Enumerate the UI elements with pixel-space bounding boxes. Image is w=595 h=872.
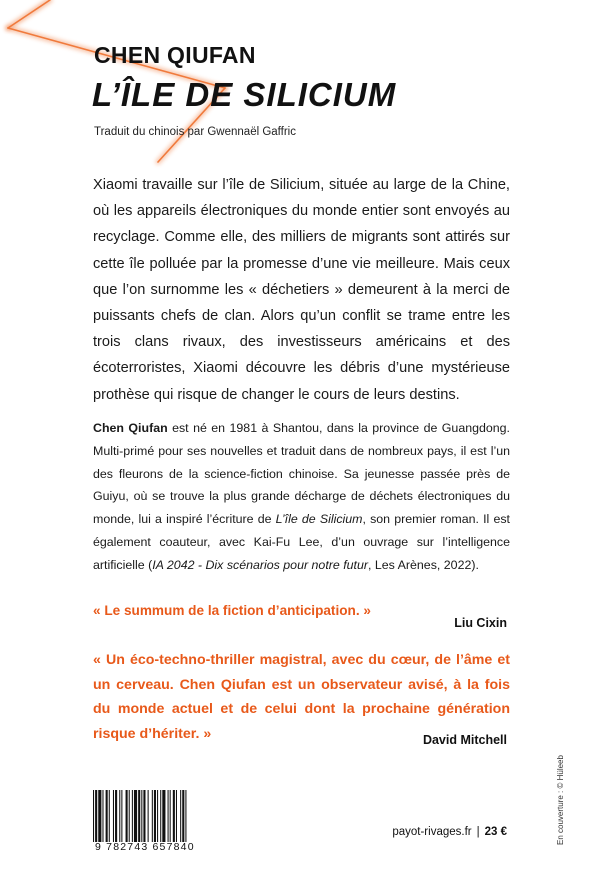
barcode-bar (115, 790, 117, 842)
barcode (93, 790, 221, 842)
barcode-bar (102, 790, 103, 842)
barcode-bar (185, 790, 186, 842)
barcode-bar (148, 790, 149, 842)
barcode-bar (106, 790, 108, 842)
barcode-bar (170, 790, 171, 842)
barcode-bar (154, 790, 156, 842)
publisher-price-line: payot-rivages.fr | 23 € (392, 826, 507, 838)
bio-text-2: , son premier roman. Il est également coauteur, avec Kai-Fu Lee, d’un ouvrage sur l’intelligence artificielle ( (93, 512, 510, 572)
barcode-bar (134, 790, 137, 842)
isbn-number: 9 782743 657840 (95, 841, 195, 853)
barcode-bar (152, 790, 153, 842)
synopsis-paragraph: Xiaomi travaille sur l’île de Silicium, située au large de la Chine, où les appareils électroniques du monde entier sont envoyés au recyclage. Comme elle, des milliers de migrants sont attirés sur cette île polluée par la promesse d’une vie meilleure. Mais ceux que l’on surnomme les « déchetiers » demeurent à la merci de puissants chefs de clan. Alors qu’un conflit se trame entre les trois clans rivaux, des investisseurs américains et des écoterroristes, Xiaomi découvre les débris d’une mystérieuse prothèse qui risque de changer le cours de leurs destins. (93, 177, 510, 403)
barcode-bar (176, 790, 177, 842)
translator-credit: Traduit du chinois par Gwennaël Gaffric (94, 126, 296, 138)
bio-book-title-2: IA 2042 - Dix scénarios pour notre futur (152, 557, 369, 572)
review-quote-2: « Un éco-techno-thriller magistral, avec du cœur, de l’âme et un cerveau. Chen Qiufan est un observateur avisé, à la fois du monde actuel et de celui dont la prochaine génération risque d’hériter. » (93, 652, 510, 742)
barcode-bar (121, 790, 122, 842)
barcode-bar (95, 790, 97, 842)
price: 23 € (484, 826, 507, 838)
barcode-bar (93, 790, 94, 842)
barcode-bar (157, 790, 158, 842)
barcode-bar (138, 790, 140, 842)
barcode-bar (168, 790, 169, 842)
barcode-bar (180, 790, 181, 842)
barcode-bar (113, 790, 114, 842)
bio-author-name: Chen Qiufan (93, 421, 168, 435)
barcode-bar (182, 790, 184, 842)
barcode-bar (162, 790, 165, 842)
barcode-bar (129, 790, 130, 842)
review-quote-1: « Le summum de la fiction d’anticipation. » (93, 603, 371, 618)
barcode-bar (132, 790, 133, 842)
barcode-bar (141, 790, 142, 842)
bio-book-title: L’île de Silicium (275, 512, 363, 527)
author-bio (93, 417, 510, 577)
review-attribution-1: Liu Cixin (454, 616, 507, 630)
author-name: CHEN QIUFAN (94, 42, 256, 68)
bio-text-1: est né en 1981 à Shantou, dans la province de Guangdong. Multi-primé pour ses nouvelles et traduit dans de nombreux pays, il est l’un des fleurons de la science-fiction chinoise. Sa jeunesse passée près de Guiyu, où se trouve la plus grande décharge de déchets électroniques du monde, lui a inspiré l’écriture de (93, 421, 511, 527)
review-attribution-2: David Mitchell (422, 733, 507, 747)
barcode-bar (160, 790, 161, 842)
barcode-bar (173, 790, 175, 842)
book-title: L’ÎLE DE SILICIUM (92, 76, 397, 113)
cover-credit: En couverture : © Hüleeb (556, 755, 565, 845)
publisher-url: payot-rivages.fr (392, 826, 472, 838)
barcode-bar (98, 790, 101, 842)
barcode-bar (119, 790, 120, 842)
barcode-bar (126, 790, 128, 842)
barcode-bar (109, 790, 110, 842)
barcode-bar (143, 790, 145, 842)
bio-text-3: , Les Arènes, 2022). (368, 557, 479, 572)
